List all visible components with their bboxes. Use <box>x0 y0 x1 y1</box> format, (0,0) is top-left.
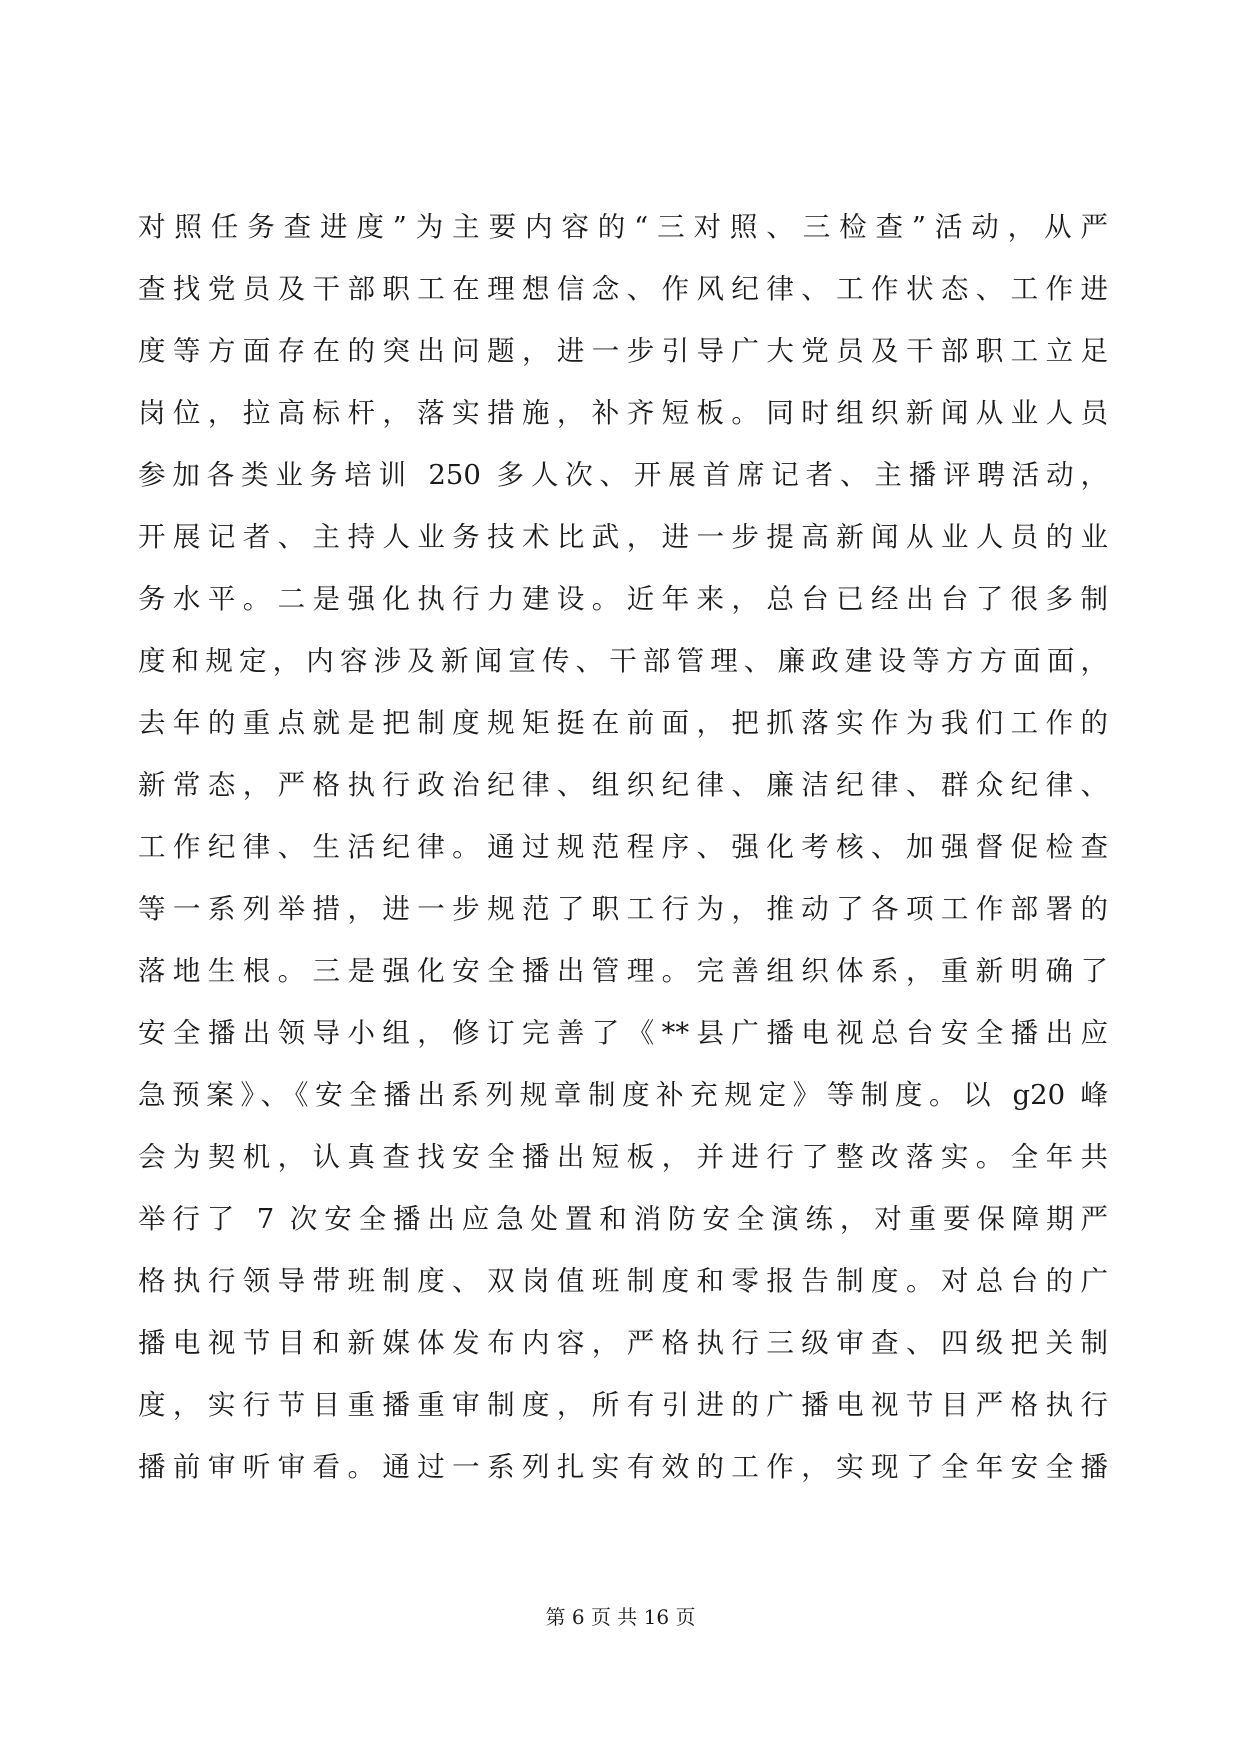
text-line: 度和规定，内容涉及新闻宣传、干部管理、廉政建设等方方面面， <box>138 645 1108 677</box>
text-line: 会为契机，认真查找安全播出短板，并进行了整改落实。全年共 <box>138 1141 1108 1173</box>
text-line: 等一系列举措，进一步规范了职工行为，推动了各项工作部署的 <box>138 893 1108 925</box>
text-line: 格执行领导带班制度、双岗值班制度和零报告制度。对总台的广 <box>138 1265 1108 1297</box>
text-line: 岗位，拉高标杆，落实措施，补齐短板。同时组织新闻从业人员 <box>138 397 1108 429</box>
text-line: 度，实行节目重播重审制度，所有引进的广播电视节目严格执行 <box>138 1389 1108 1421</box>
page-footer: 第 6 页 共 16 页 <box>545 1605 696 1629</box>
text-line: 新常态，严格执行政治纪律、组织纪律、廉洁纪律、群众纪律、 <box>138 769 1108 801</box>
text-line: 举行了 7 次安全播出应急处置和消防安全演练，对重要保障期严 <box>138 1203 1108 1235</box>
text-line: 参加各类业务培训 250 多人次、开展首席记者、主播评聘活动， <box>138 459 1108 491</box>
text-line: 查找党员及干部职工在理想信念、作风纪律、工作状态、工作进 <box>138 273 1108 305</box>
text-line: 播前审听审看。通过一系列扎实有效的工作，实现了全年安全播 <box>138 1451 1108 1483</box>
text-line: 对照任务查进度”为主要内容的“三对照、三检查”活动，从严 <box>138 211 1108 243</box>
text-line: 度等方面存在的突出问题，进一步引导广大党员及干部职工立足 <box>138 335 1108 367</box>
text-line: 工作纪律、生活纪律。通过规范程序、强化考核、加强督促检查 <box>138 831 1108 863</box>
text-line: 落地生根。三是强化安全播出管理。完善组织体系，重新明确了 <box>138 955 1108 987</box>
text-line: 开展记者、主持人业务技术比武，进一步提高新闻从业人员的业 <box>138 521 1108 553</box>
text-line: 务水平。二是强化执行力建设。近年来，总台已经出台了很多制 <box>138 583 1108 615</box>
body-text <box>138 196 1108 1498</box>
text-line: 去年的重点就是把制度规矩挺在前面，把抓落实作为我们工作的 <box>138 707 1108 739</box>
text-line: 安全播出领导小组，修订完善了《**县广播电视总台安全播出应 <box>138 1017 1108 1049</box>
text-line: 播电视节目和新媒体发布内容，严格执行三级审查、四级把关制 <box>138 1327 1108 1359</box>
text-line: 急预案》、《安全播出系列规章制度补充规定》等制度。以 g20 峰 <box>138 1079 1108 1111</box>
